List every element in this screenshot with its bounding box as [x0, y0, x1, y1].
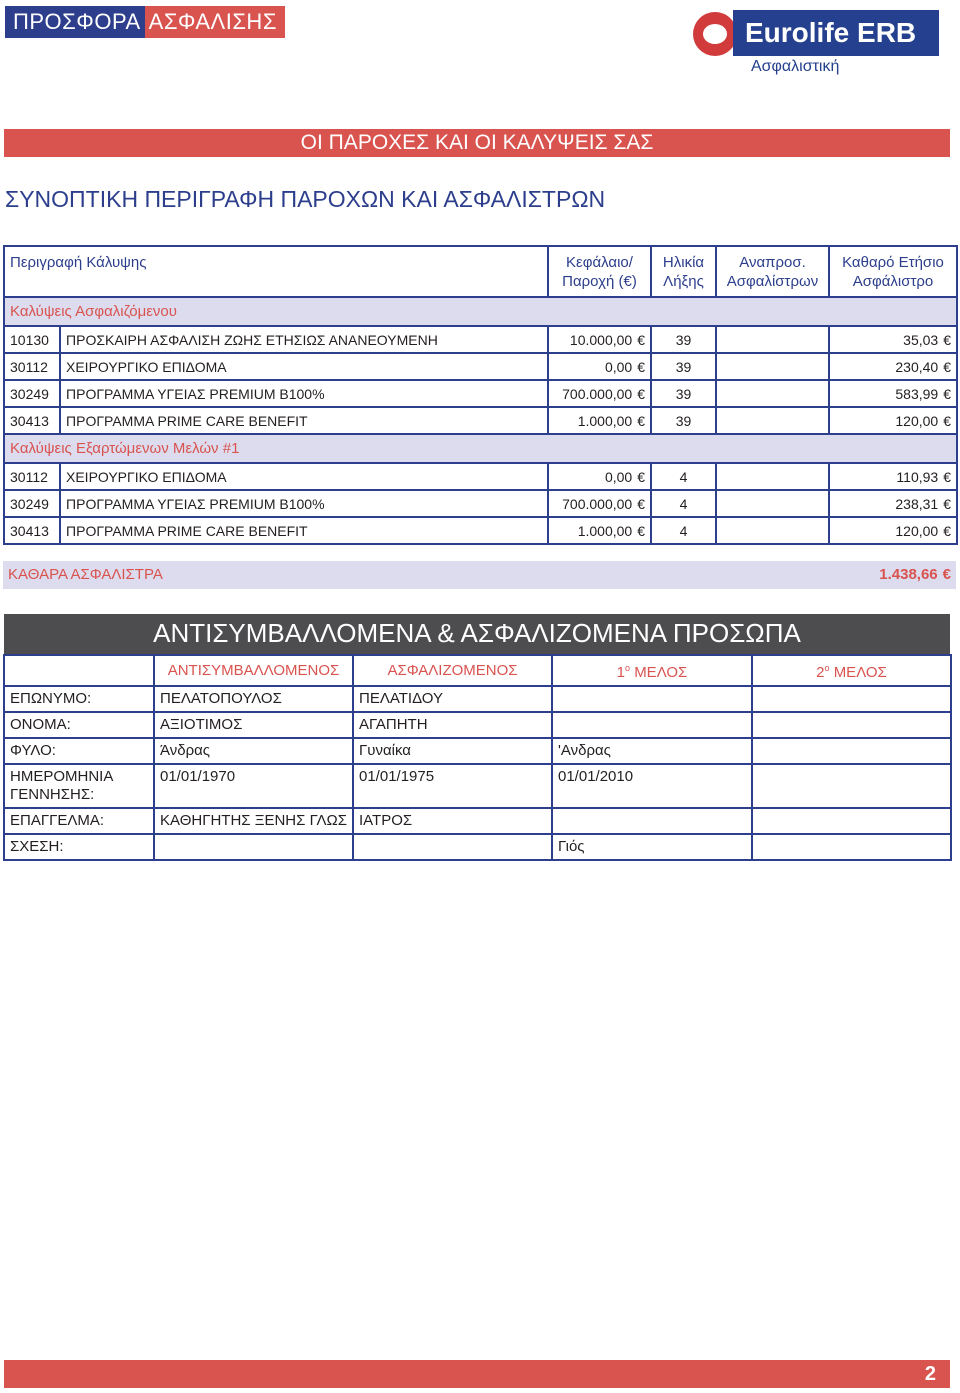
euro-sign: €: [943, 331, 951, 348]
party-insured: ΙΑΤΡΟΣ: [353, 808, 552, 834]
party-label: ΗΜΕΡΟΜΗΝΙΑ ΓΕΝΝΗΣΗΣ:: [4, 764, 154, 808]
net-premiums-amount: 1.438,66: [879, 566, 938, 583]
capital-amount: 700.000,00: [562, 495, 633, 512]
insured-rows: [4, 326, 957, 434]
coverage-age: 4: [651, 463, 716, 490]
coverage-name: ΧΕΙΡΟΥΡΓΙΚΟ ΕΠΙΔΟΜΑ: [60, 353, 548, 380]
party-insured: ΑΓΑΠΗΤΗ: [353, 712, 552, 738]
coverage-code: 30413: [4, 517, 60, 544]
group-row-dependents: [4, 434, 957, 463]
premium-amount: 120,00: [895, 412, 939, 429]
coverage-row: [4, 380, 957, 407]
coverage-row: [4, 517, 957, 544]
section-title: ΟΙ ΠΑΡΟΧΕΣ ΚΑΙ ΟΙ ΚΑΛΥΨΕΙΣ ΣΑΣ: [4, 129, 950, 157]
coverage-index: [716, 353, 829, 380]
logo-mark-icon: [693, 12, 737, 56]
page-number: 2: [4, 1360, 950, 1388]
coverage-row: [4, 490, 957, 517]
party-insured: Γυναίκα: [353, 738, 552, 764]
group-row-insured: [4, 297, 957, 326]
header-index: [716, 246, 829, 297]
header-premium: [829, 246, 957, 297]
header-index-line2: Ασφαλίστρων: [726, 273, 819, 290]
coverage-age: 4: [651, 490, 716, 517]
euro-sign: €: [943, 385, 951, 402]
party-label: ΟΝΟΜΑ:: [4, 712, 154, 738]
party-row: [4, 738, 951, 764]
coverage-index: [716, 463, 829, 490]
header-insured: ΑΣΦΑΛΙΖΟΜΕΝΟΣ: [353, 655, 552, 686]
coverage-capital: [548, 326, 651, 353]
party-member2: [752, 686, 951, 712]
party-member1: [552, 712, 752, 738]
header-premium-line2: Ασφάλιστρο: [852, 273, 934, 290]
coverage-capital: [548, 380, 651, 407]
member2-text: ΜΕΛΟΣ: [833, 664, 887, 681]
coverage-row: [4, 353, 957, 380]
member2-number: 2: [816, 664, 825, 681]
party-contractor: [154, 834, 353, 860]
parties-rows: [4, 686, 951, 860]
header-premium-line1: Καθαρό Ετήσιο: [842, 254, 944, 271]
header-member-2: [752, 655, 951, 686]
euro-sign: €: [942, 566, 951, 583]
coverage-age: 39: [651, 326, 716, 353]
premium-amount: 110,93: [896, 468, 939, 485]
premium-amount: 120,00: [895, 522, 939, 539]
header-index-line1: Αναπροσ.: [739, 254, 806, 271]
capital-amount: 0,00: [604, 358, 633, 375]
parties-header-blank: [4, 655, 154, 686]
coverage-name: ΠΡΟΓΡΑΜΜΑ ΥΓΕΙΑΣ PREMIUM B100%: [60, 490, 548, 517]
party-row: [4, 686, 951, 712]
party-member2: [752, 834, 951, 860]
euro-sign: €: [637, 522, 645, 539]
header-capital-line1: Κεφάλαιο/: [566, 254, 633, 271]
party-label: ΕΠΩΝΥΜΟ:: [4, 686, 154, 712]
coverage-name: ΧΕΙΡΟΥΡΓΙΚΟ ΕΠΙΔΟΜΑ: [60, 463, 548, 490]
party-contractor: 01/01/1970: [154, 764, 353, 808]
coverage-capital: [548, 490, 651, 517]
party-member2: [752, 808, 951, 834]
header-description: Περιγραφή Κάλυψης: [4, 246, 548, 297]
group-label: Καλύψεις Εξαρτώμενων Μελών #1: [4, 434, 957, 463]
euro-sign: €: [943, 522, 951, 539]
premium-amount: 583,99: [895, 385, 939, 402]
euro-sign: €: [637, 385, 645, 402]
party-insured: 01/01/1975: [353, 764, 552, 808]
premium-amount: 238,31: [895, 495, 939, 512]
coverage-age: 39: [651, 380, 716, 407]
capital-amount: 10.000,00: [569, 331, 633, 348]
coverage-capital: [548, 463, 651, 490]
header-age: [651, 246, 716, 297]
party-member1: 'Ανδρας: [552, 738, 752, 764]
coverage-index: [716, 490, 829, 517]
coverage-row: [4, 326, 957, 353]
party-member2: [752, 738, 951, 764]
coverage-row: [4, 407, 957, 434]
coverage-name: ΠΡΟΓΡΑΜΜΑ ΥΓΕΙΑΣ PREMIUM B100%: [60, 380, 548, 407]
coverage-code: 30249: [4, 380, 60, 407]
premium-amount: 230,40: [895, 358, 939, 375]
net-premiums-label: ΚΑΘΑΡΑ ΑΣΦΑΛΙΣΤΡΑ: [8, 566, 163, 583]
coverage-index: [716, 380, 829, 407]
euro-sign: €: [943, 358, 951, 375]
euro-sign: €: [637, 331, 645, 348]
member1-ordinal: ο: [625, 663, 631, 673]
party-row: [4, 712, 951, 738]
banner-text-offer: ΠΡΟΣΦΟΡΑ: [5, 6, 145, 38]
euro-sign: €: [637, 468, 645, 485]
coverage-row: [4, 463, 957, 490]
offer-banner: [5, 6, 285, 38]
coverage-capital: [548, 517, 651, 544]
coverage-age: 4: [651, 517, 716, 544]
summary-title: ΣΥΝΟΠΤΙΚΗ ΠΕΡΙΓΡΑΦΗ ΠΑΡΟΧΩΝ ΚΑΙ ΑΣΦΑΛΙΣΤΡΩΝ: [5, 186, 606, 212]
party-member1: Γιός: [552, 834, 752, 860]
member2-ordinal: ο: [824, 663, 830, 673]
header-capital-line2: Παροχή (€): [562, 273, 637, 290]
euro-sign: €: [637, 495, 645, 512]
capital-amount: 1.000,00: [577, 412, 633, 429]
party-insured: ΠΕΛΑΤΙΔΟΥ: [353, 686, 552, 712]
coverage-index: [716, 407, 829, 434]
coverage-capital: [548, 407, 651, 434]
company-logo: [693, 6, 941, 78]
parties-header-row: [4, 655, 951, 686]
party-member2: [752, 764, 951, 808]
party-contractor: ΚΑΘΗΓΗΤΗΣ ΞΕΝΗΣ ΓΛΩΣ: [154, 808, 353, 834]
coverage-code: 30249: [4, 490, 60, 517]
coverage-code: 30413: [4, 407, 60, 434]
party-label: ΦΥΛΟ:: [4, 738, 154, 764]
header-age-line1: Ηλικία: [662, 254, 705, 271]
logo-subtitle: Ασφαλιστική: [751, 58, 840, 75]
header-capital: [548, 246, 651, 297]
coverage-age: 39: [651, 407, 716, 434]
member1-text: ΜΕΛΟΣ: [634, 664, 688, 681]
coverage-code: 30112: [4, 353, 60, 380]
coverage-premium: [829, 463, 957, 490]
party-row: [4, 834, 951, 860]
coverage-code: 10130: [4, 326, 60, 353]
parties-title: ΑΝΤΙΣΥΜΒΑΛΛΟΜΕΝΑ & ΑΣΦΑΛΙΖΟΜΕΝΑ ΠΡΟΣΩΠΑ: [4, 614, 950, 654]
party-member1: [552, 686, 752, 712]
euro-sign: €: [637, 358, 645, 375]
capital-amount: 0,00: [604, 468, 633, 485]
coverage-table: [3, 245, 958, 545]
party-contractor: ΠΕΛΑΤΟΠΟΥΛΟΣ: [154, 686, 353, 712]
party-insured: [353, 834, 552, 860]
header-contractor: ΑΝΤΙΣΥΜΒΑΛΛΟΜΕΝΟΣ: [154, 655, 353, 686]
coverage-premium: [829, 517, 957, 544]
euro-sign: €: [637, 412, 645, 429]
coverage-premium: [829, 326, 957, 353]
premium-amount: 35,03: [903, 331, 939, 348]
coverage-premium: [829, 407, 957, 434]
header-member-1: [552, 655, 752, 686]
party-contractor: Άνδρας: [154, 738, 353, 764]
banner-text-insurance: ΑΣΦΑΛΙΣΗΣ: [145, 6, 285, 38]
parties-table: [3, 654, 952, 861]
party-member1: [552, 808, 752, 834]
coverage-name: ΠΡΟΓΡΑΜΜΑ PRIME CARE BENEFIT: [60, 407, 548, 434]
coverage-index: [716, 517, 829, 544]
group-label: Καλύψεις Ασφαλιζόμενου: [4, 297, 957, 326]
party-row: [4, 764, 951, 808]
party-member1: 01/01/2010: [552, 764, 752, 808]
party-row: [4, 808, 951, 834]
coverage-header-row: [4, 246, 957, 297]
coverage-capital: [548, 353, 651, 380]
net-premiums-value: [879, 561, 951, 589]
coverage-age: 39: [651, 353, 716, 380]
party-member2: [752, 712, 951, 738]
capital-amount: 700.000,00: [562, 385, 633, 402]
member1-number: 1: [616, 664, 625, 681]
net-premiums-row: [3, 561, 956, 589]
coverage-premium: [829, 490, 957, 517]
header-age-line2: Λήξης: [663, 273, 704, 290]
party-contractor: ΑΞΙΟΤΙΜΟΣ: [154, 712, 353, 738]
coverage-name: ΠΡΟΣΚΑΙΡΗ ΑΣΦΑΛΙΣΗ ΖΩΗΣ ΕΤΗΣΙΩΣ ΑΝΑΝΕΟΥΜΕΝΗ: [60, 326, 548, 353]
coverage-index: [716, 326, 829, 353]
capital-amount: 1.000,00: [577, 522, 633, 539]
euro-sign: €: [943, 495, 951, 512]
party-label: ΣΧΕΣΗ:: [4, 834, 154, 860]
euro-sign: €: [943, 468, 951, 485]
coverage-name: ΠΡΟΓΡΑΜΜΑ PRIME CARE BENEFIT: [60, 517, 548, 544]
coverage-premium: [829, 353, 957, 380]
logo-name: Eurolife ERB: [733, 10, 939, 56]
dependent-rows: [4, 463, 957, 544]
euro-sign: €: [943, 412, 951, 429]
coverage-code: 30112: [4, 463, 60, 490]
party-label: ΕΠΑΓΓΕΛΜΑ:: [4, 808, 154, 834]
coverage-premium: [829, 380, 957, 407]
